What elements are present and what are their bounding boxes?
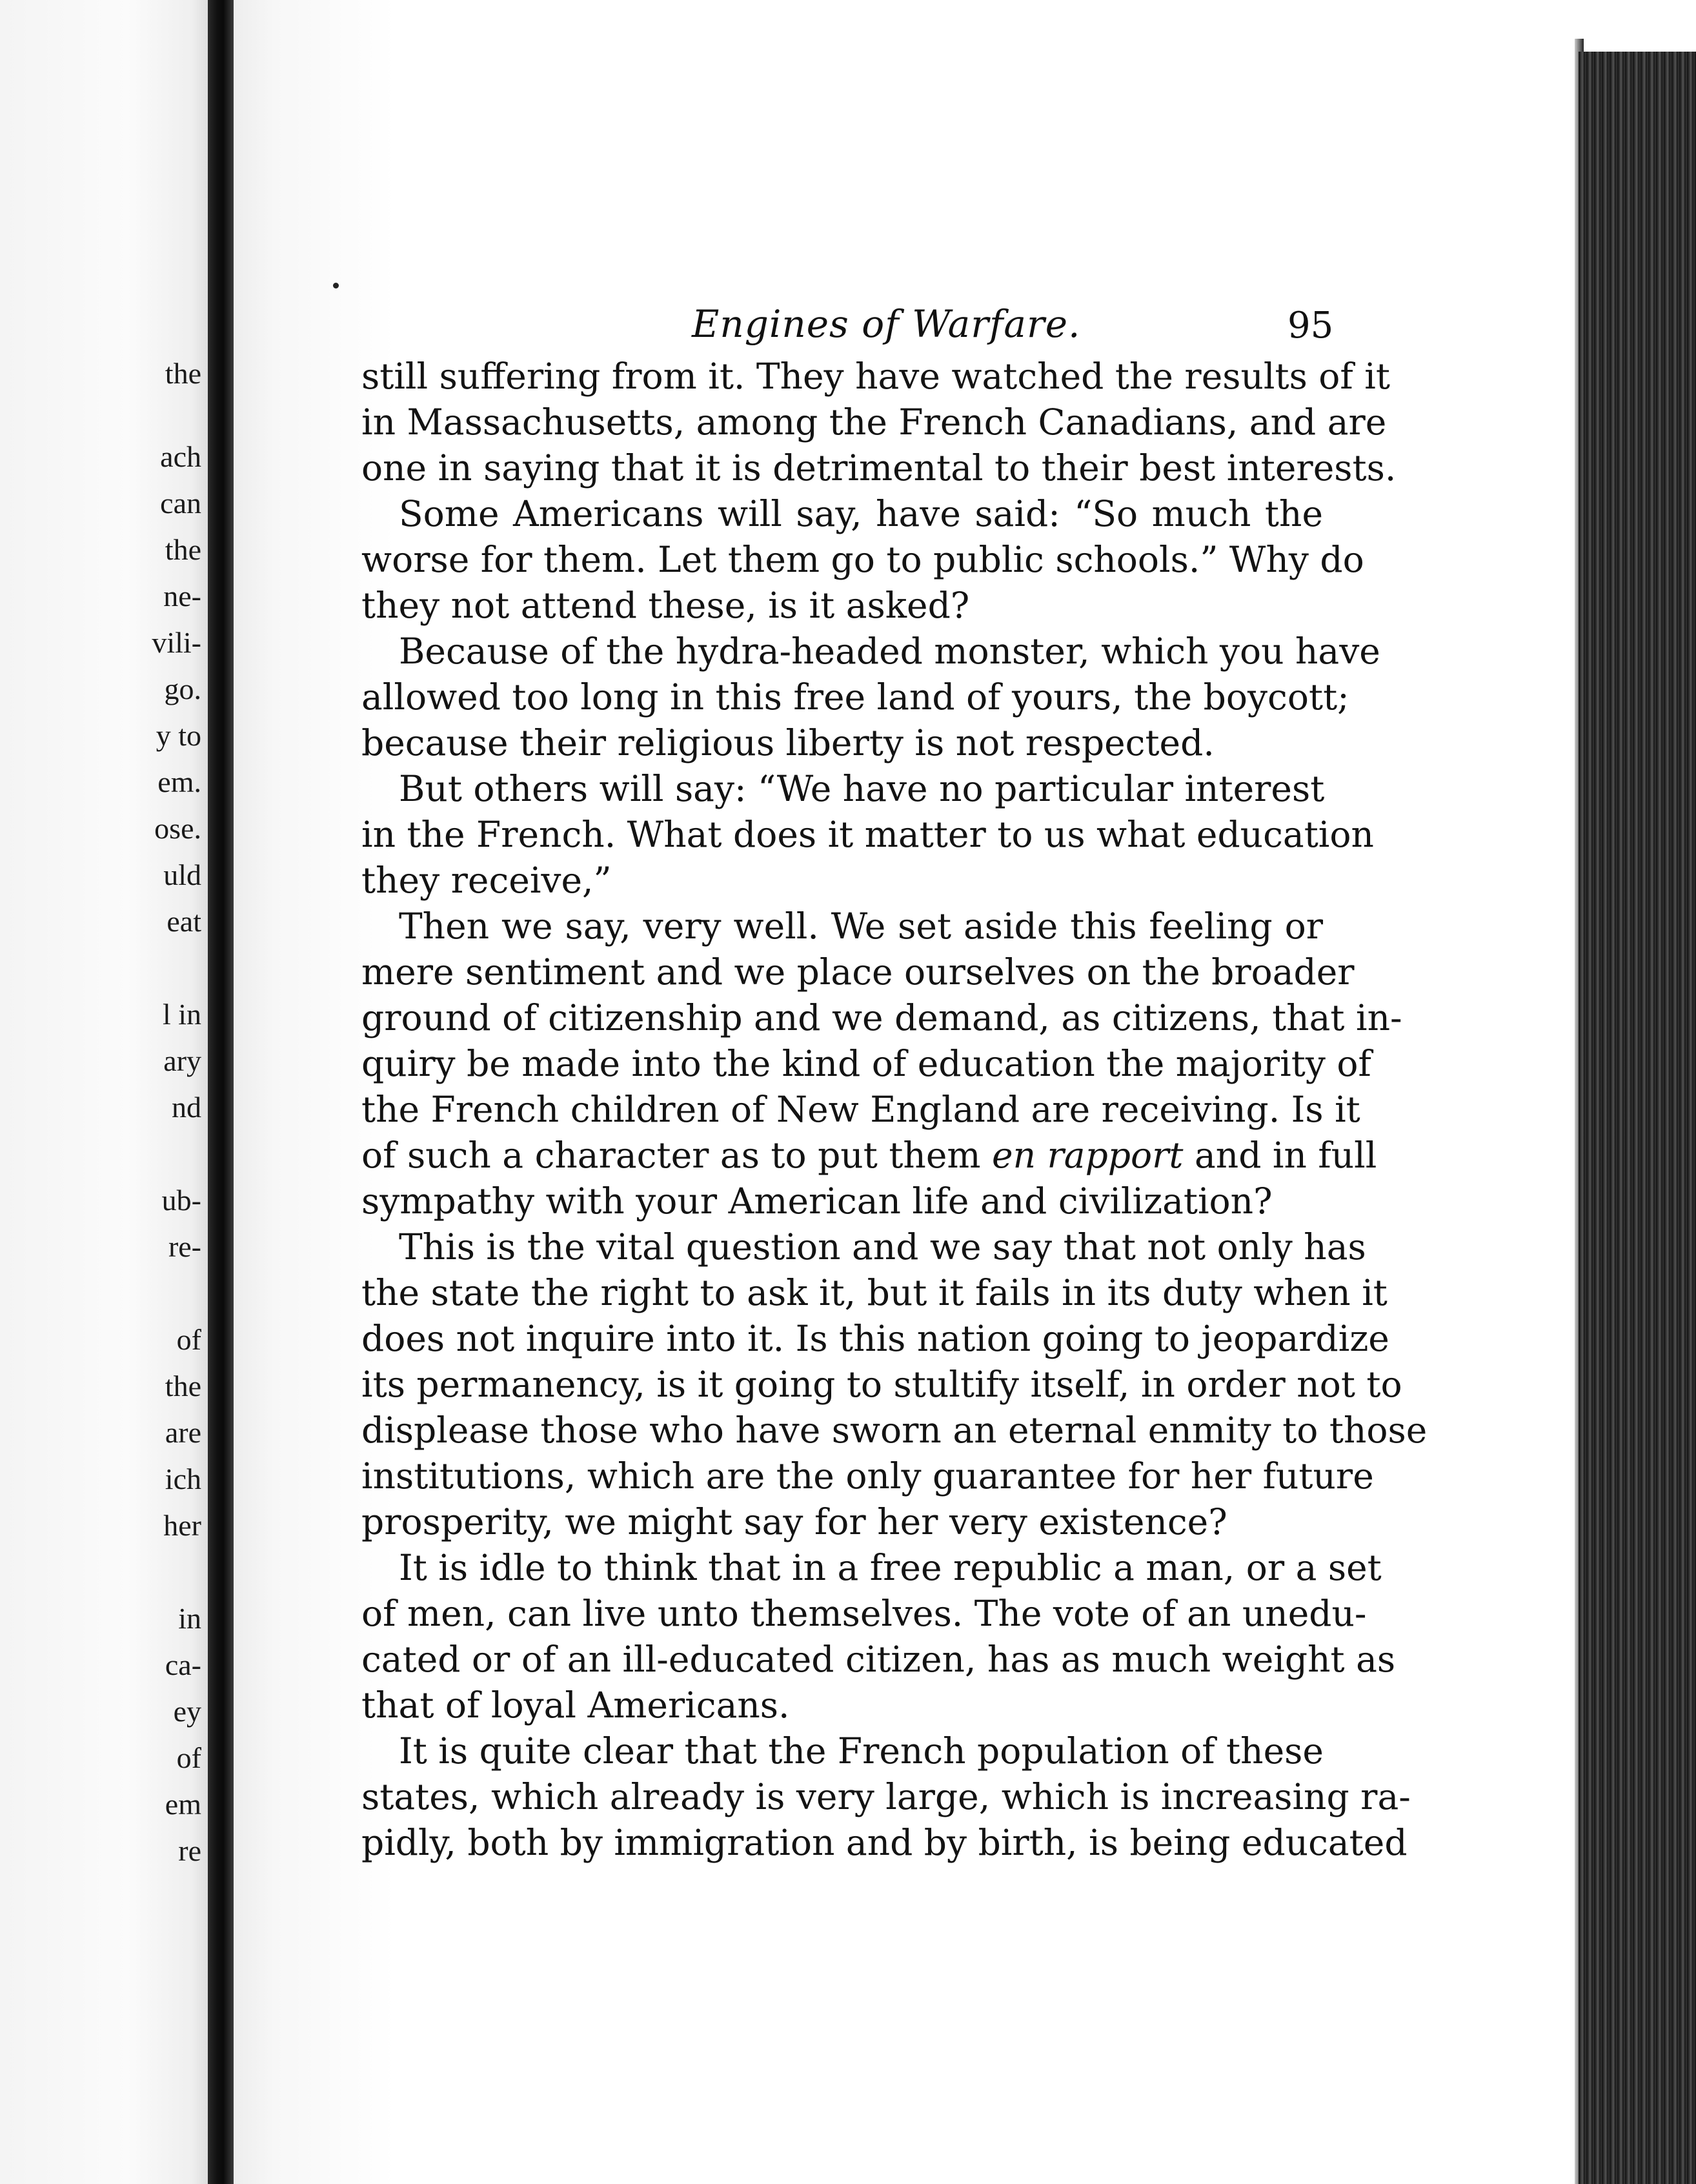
left-fragment: re	[178, 1834, 201, 1867]
left-fragment: l in	[162, 998, 201, 1031]
left-fragment: can	[160, 487, 201, 520]
text-line: It is quite clear that the French population of these	[399, 1730, 1324, 1772]
left-fragment: ca-	[165, 1648, 201, 1681]
left-fragment: y to	[156, 719, 201, 752]
text-line: still suffering from it. They have watched the results of it	[361, 356, 1390, 397]
text-line: worse for them. Let them go to public schools.” Why do	[361, 539, 1364, 580]
text-line: But others will say: “We have no particular interest	[399, 768, 1325, 809]
text-run: of such a character as to put them	[361, 1135, 993, 1176]
text-line: the French children of New England are receiving. Is it	[361, 1089, 1360, 1130]
left-fragment: go.	[164, 672, 201, 705]
left-fragment: uld	[163, 858, 201, 891]
book-gutter	[208, 0, 234, 2184]
left-fragment: em.	[157, 765, 201, 798]
text-line: allowed too long in this free land of yours, the boycott;	[361, 676, 1349, 718]
left-fragment: re-	[168, 1230, 201, 1263]
text-line: It is idle to think that in a free republic a man, or a set	[399, 1547, 1382, 1588]
left-fragment: nd	[172, 1091, 201, 1124]
left-fragment: of	[176, 1323, 201, 1356]
left-fragment: the	[165, 357, 201, 390]
left-fragment: ey	[173, 1695, 201, 1728]
text-line: states, which already is very large, which is increasing ra-	[361, 1776, 1411, 1817]
left-fragment: ne-	[163, 580, 201, 612]
text-line: pidly, both by immigration and by birth, is being educated	[361, 1822, 1408, 1863]
left-fragment: ose.	[154, 812, 201, 845]
text-line: cated or of an ill-educated citizen, has as much weight as	[361, 1639, 1396, 1680]
left-page-text-fragments	[0, 0, 207, 2184]
left-fragment: in	[178, 1602, 201, 1635]
text-run: and in full	[1183, 1135, 1377, 1176]
running-head: Engines of Warfare.	[692, 302, 1081, 346]
left-fragment: ub-	[161, 1184, 201, 1217]
text-line: one in saying that it is detrimental to their best interests.	[361, 447, 1397, 489]
speck	[333, 283, 339, 288]
text-line: its permanency, is it going to stultify itself, in order not to	[361, 1364, 1402, 1405]
text-line: they receive,”	[361, 860, 612, 901]
text-line: quiry be made into the kind of education the majority of	[361, 1043, 1371, 1084]
left-fragment: the	[165, 533, 201, 566]
text-line: Then we say, very well. We set aside this feeling or	[399, 905, 1323, 947]
page-block-edge	[1579, 52, 1696, 2184]
left-fragment: ary	[163, 1044, 201, 1077]
left-fragment: her	[163, 1509, 201, 1542]
text-line: ground of citizenship and we demand, as citizens, that in-	[361, 997, 1402, 1038]
left-fragment: ich	[165, 1462, 201, 1495]
text-line: they not attend these, is it asked?	[361, 585, 970, 626]
text-line: displease those who have sworn an eternal enmity to those	[361, 1410, 1428, 1451]
text-line: does not inquire into it. Is this nation going to jeopardize	[361, 1318, 1389, 1359]
left-fragment: em	[165, 1788, 201, 1821]
text-line-with-italic	[361, 1133, 1377, 1178]
text-line: because their religious liberty is not respected.	[361, 722, 1215, 763]
text-line: This is the vital question and we say that not only has	[399, 1226, 1366, 1268]
left-fragment: the	[165, 1370, 201, 1402]
left-fragment: ach	[160, 440, 201, 473]
text-line: in Massachusetts, among the French Canadians, and are	[361, 401, 1387, 443]
left-fragment: of	[176, 1741, 201, 1774]
text-line: in the French. What does it matter to us what education	[361, 814, 1374, 855]
text-line: institutions, which are the only guarantee for her future	[361, 1455, 1374, 1497]
body-text	[361, 354, 1428, 1866]
page-number: 95	[1287, 305, 1334, 347]
text-line: Because of the hydra-headed monster, which you have	[399, 631, 1380, 672]
text-line: that of loyal Americans.	[361, 1684, 790, 1726]
italic-phrase: en rapport	[992, 1135, 1184, 1176]
text-line: the state the right to ask it, but it fails in its duty when it	[361, 1272, 1388, 1313]
left-fragment: are	[165, 1416, 201, 1449]
text-line: prosperity, we might say for her very existence?	[361, 1501, 1227, 1542]
text-line: sympathy with your American life and civilization?	[361, 1180, 1273, 1222]
text-line: Some Americans will say, have said: “So much the	[399, 493, 1323, 534]
text-line: mere sentiment and we place ourselves on the broader	[361, 951, 1355, 993]
text-line: of men, can live unto themselves. The vote of an unedu-	[361, 1593, 1367, 1634]
left-fragment: eat	[167, 905, 201, 938]
left-fragment: vili-	[152, 626, 201, 659]
